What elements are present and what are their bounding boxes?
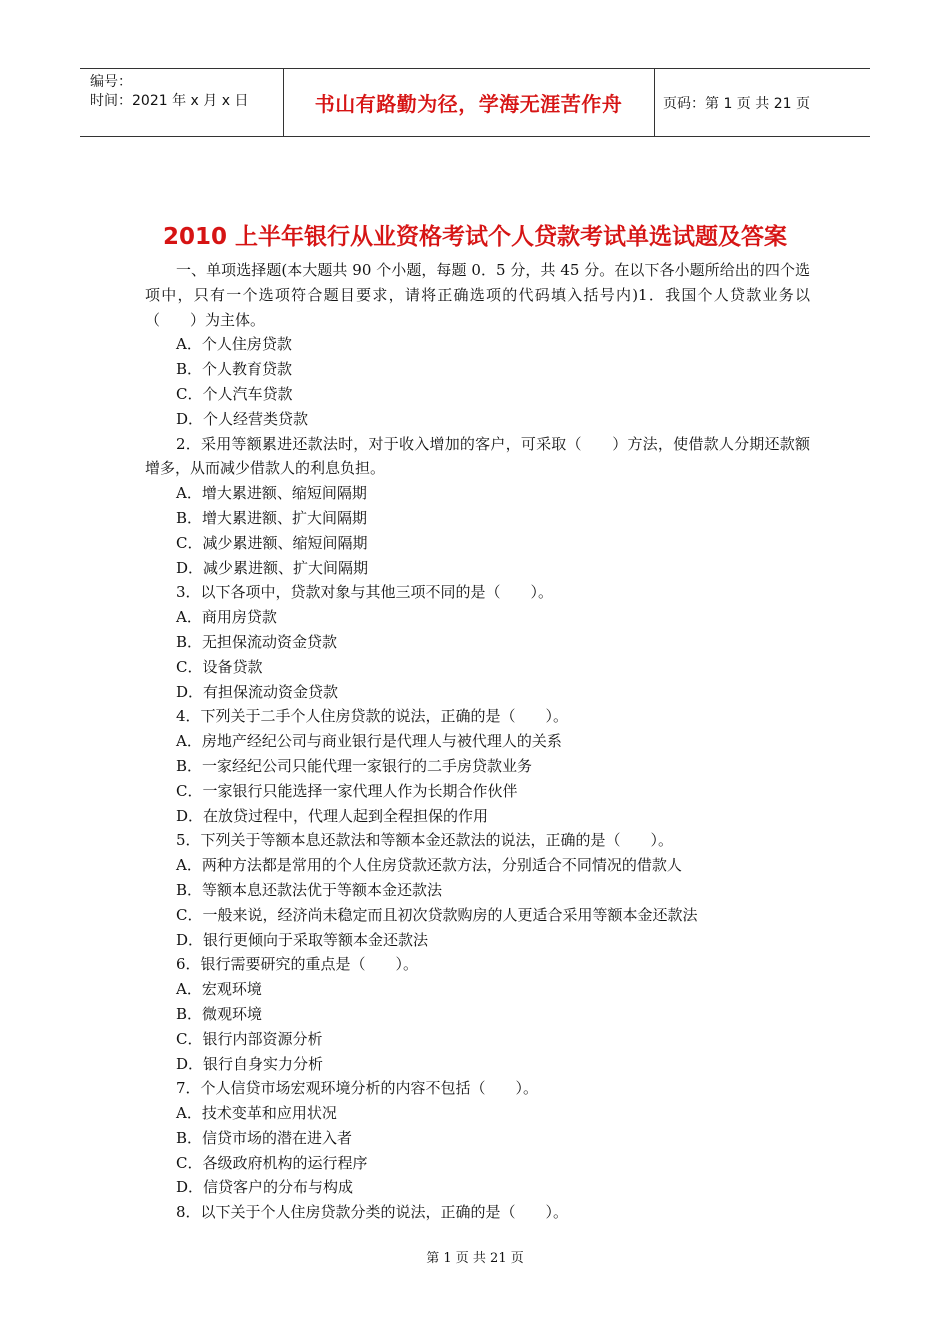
option-item: D．银行自身实力分析 [176,1054,324,1073]
option-item: D．减少累进额、扩大间隔期 [176,558,369,577]
option-item: C．一般来说，经济尚未稳定而且初次贷款购房的人更适合采用等额本金还款法 [176,905,698,924]
option-item: B．个人教育贷款 [176,360,293,379]
question-3: 3．以下各项中，贷款对象与其他三项不同的是（ ）。 [176,583,554,602]
option-item: B．微观环境 [176,1004,263,1023]
question-5: 5．下列关于等额本息还款法和等额本金还款法的说法，正确的是（ ）。 [176,831,674,850]
option-item: A．个人住房贷款 [176,335,292,354]
question-6: 6．银行需要研究的重点是（ ）。 [176,955,419,974]
document-title: 2010 上半年银行从业资格考试个人贷款考试单选试题及答案 [162,224,788,250]
question-8: 8．以下关于个人住房贷款分类的说法，正确的是（ ）。 [176,1203,569,1222]
option-item: D．有担保流动资金贷款 [176,682,339,701]
header-divider [654,69,655,136]
option-item: A．商用房贷款 [176,608,277,627]
option-item: B．一家经纪公司只能代理一家银行的二手房贷款业务 [176,756,533,775]
header-meta [90,73,248,111]
option-item: C．银行内部资源分析 [176,1029,323,1048]
header-page-info: 页码：第 1 页 共 21 页 [663,95,810,112]
option-item: A．技术变革和应用状况 [176,1104,337,1123]
question-4: 4．下列关于二手个人住房贷款的说法，正确的是（ ）。 [176,707,569,726]
option-item: D．个人经营类贷款 [176,409,309,428]
option-item: C．减少累进额、缩短间隔期 [176,533,368,552]
option-item: A．两种方法都是常用的个人住房贷款还款方法，分别适合不同情况的借款人 [176,856,682,875]
option-item: B．等额本息还款法优于等额本金还款法 [176,880,443,899]
option-item: C．一家银行只能选择一家代理人作为长期合作伙伴 [176,781,518,800]
option-item: B．信贷市场的潜在进入者 [176,1128,353,1147]
document-number-label: 编号： [90,74,132,90]
header-motto: 书山有路勤为径，学海无涯苦作舟 [314,92,623,116]
document-body [145,258,810,1225]
option-item: D．银行更倾向于采取等额本金还款法 [176,930,429,949]
option-item: C．各级政府机构的运行程序 [176,1153,368,1172]
question-7: 7．个人信贷市场宏观环境分析的内容不包括（ ）。 [176,1079,539,1098]
question-2: 2．采用等额累进还款法时，对于收入增加的客户，可采取（ ）方法，使借款人分期还款额增多，从而减少借款人的利息负担。 [145,434,810,478]
option-item: A．房地产经纪公司与商业银行是代理人与被代理人的关系 [176,732,562,751]
option-item: D．信贷客户的分布与构成 [176,1178,354,1197]
option-item: A．宏观环境 [176,980,262,999]
page-footer: 第 1 页 共 21 页 [426,1251,524,1266]
option-item: A．增大累进额、缩短间隔期 [176,484,367,503]
option-item: C．个人汽车贷款 [176,384,293,403]
option-item: B．增大累进额、扩大间隔期 [176,508,368,527]
document-date: 时间：2021 年 x 月 x 日 [90,93,249,109]
question-intro: 一、单项选择题(本大题共 90 个小题，每题 0．5 分，共 45 分。在以下各小题所给出的四个选项中，只有一个选项符合题目要求，请将正确选项的代码填入括号内)1．我国个人贷款业务以（ ）为主体。 [145,261,810,329]
document-header [80,68,870,137]
option-item: B．无担保流动资金贷款 [176,632,338,651]
option-item: C．设备贷款 [176,657,263,676]
option-item: D．在放贷过程中，代理人起到全程担保的作用 [176,806,489,825]
